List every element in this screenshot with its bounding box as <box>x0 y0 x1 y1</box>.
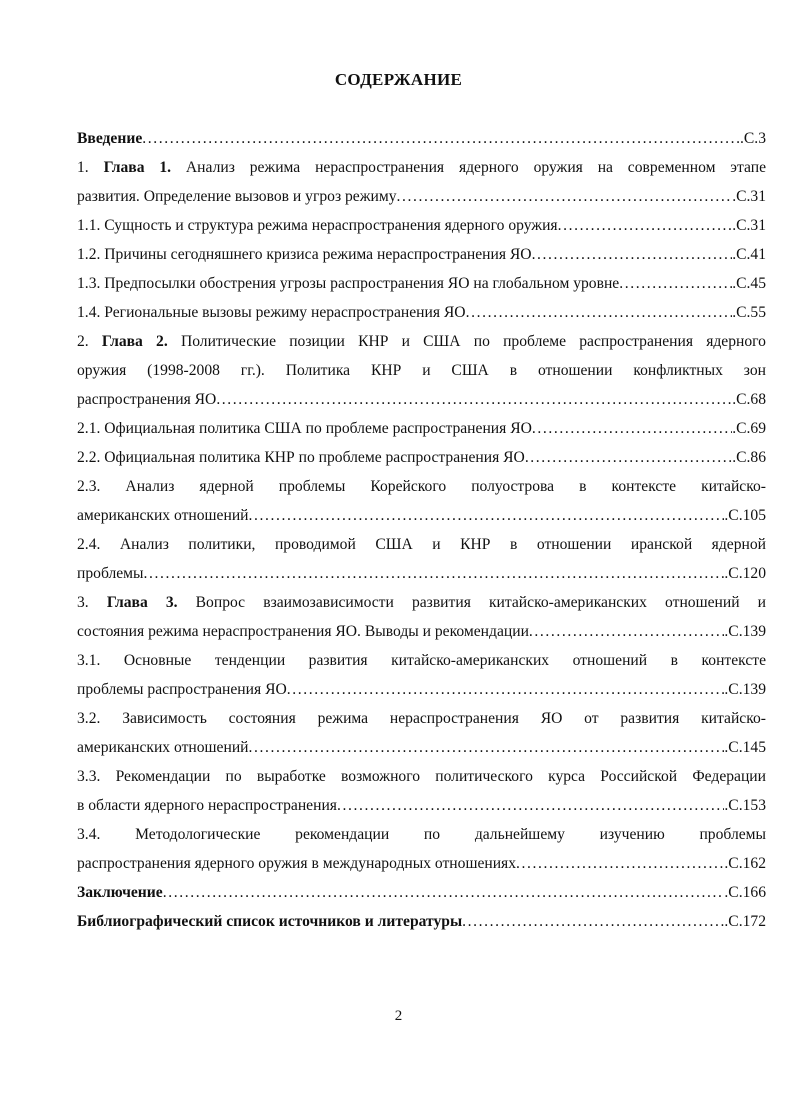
toc-label: в области ядерного нераспространения <box>77 797 337 814</box>
toc-entry-section-1-4 <box>77 298 766 327</box>
toc-entry-section-2-2 <box>77 443 766 472</box>
toc-page: .С.145 <box>724 739 766 756</box>
toc-page: .С.3 <box>740 130 766 147</box>
toc-entry-section-3-3 <box>77 762 766 820</box>
toc-label: 1.2. Причины сегодняшнего кризиса режима нераспространения ЯО <box>77 246 532 263</box>
toc-page: .С.139 <box>724 623 766 640</box>
dot-leader <box>619 269 732 298</box>
toc-page: .С.41 <box>732 246 766 263</box>
toc-page: .С.172 <box>724 913 766 930</box>
toc-entry-bibliography <box>77 907 766 936</box>
toc-label: американских отношений <box>77 507 249 524</box>
toc-label: 2.2. Официальная политика КНР по проблеме распространения ЯО <box>77 449 525 466</box>
dot-leader <box>337 791 724 820</box>
chapter-label: Глава 3. <box>106 594 178 611</box>
dot-leader <box>216 385 732 414</box>
toc-label: 1.4. Региональные вызовы режиму нераспространения ЯО <box>77 304 466 321</box>
chapter-title-line: Политические позиции КНР и США по проблеме распространения ядерного <box>180 333 766 350</box>
toc-page: .С.45 <box>732 275 766 292</box>
toc-entry-section-1-3 <box>77 269 766 298</box>
toc-page: .С.68 <box>732 391 766 408</box>
toc-page: .С.153 <box>724 797 766 814</box>
toc-label: Библиографический список источников и литературы <box>77 913 463 930</box>
toc-page: .С.162 <box>724 855 766 872</box>
toc-page: .С.105 <box>724 507 766 524</box>
chapter-number: 3. <box>77 594 89 611</box>
toc-page: .С.86 <box>732 449 766 466</box>
toc-line <box>77 153 766 182</box>
chapter-title-line: развития. Определение вызовов и угроз режиму <box>77 188 397 205</box>
toc-page: .С.69 <box>732 420 766 437</box>
toc-line: 3.4. Методологические рекомендации по дальнейшему изучению проблемы <box>77 826 766 843</box>
toc-entry-chapter-1 <box>77 153 766 211</box>
toc-entry-section-2-1 <box>77 414 766 443</box>
dot-leader <box>466 298 733 327</box>
toc-label: 2.1. Официальная политика США по проблеме распространения ЯО <box>77 420 532 437</box>
chapter-label: Глава 2. <box>101 333 168 350</box>
chapter-title-line: состояния режима нераспространения ЯО. Выводы и рекомендации <box>77 623 529 640</box>
toc-page: .С.166 <box>724 884 766 901</box>
toc-label: 1.1. Сущность и структура режима нераспространения ядерного оружия <box>77 217 558 234</box>
dot-leader <box>558 211 733 240</box>
toc-entry-section-1-2 <box>77 240 766 269</box>
chapter-title-line: Анализ режима нераспространения ядерного оружия на современном этапе <box>185 159 766 176</box>
toc-entry-section-2-4 <box>77 530 766 588</box>
toc-label: Заключение <box>77 884 163 901</box>
toc-entry-chapter-3 <box>77 588 766 646</box>
table-of-contents <box>77 124 766 936</box>
toc-entry-section-3-1 <box>77 646 766 704</box>
dot-leader <box>525 443 732 472</box>
page-title: СОДЕРЖАНИЕ <box>334 70 463 89</box>
toc-entry-introduction <box>77 124 766 153</box>
chapter-number: 1. <box>77 159 89 176</box>
dot-leader <box>249 733 725 762</box>
dot-leader <box>532 414 732 443</box>
dot-leader <box>287 675 725 704</box>
dot-leader <box>532 240 733 269</box>
toc-line <box>77 588 766 617</box>
toc-page: .С.120 <box>724 565 766 582</box>
toc-line: 2.4. Анализ политики, проводимой США и КНР в отношении иранской ядерной <box>77 536 766 553</box>
toc-entry-section-1-1 <box>77 211 766 240</box>
toc-label: проблемы распространения ЯО <box>77 681 287 698</box>
toc-page: .С.31 <box>732 188 766 205</box>
toc-label: проблемы <box>77 565 144 582</box>
dot-leader <box>142 124 740 153</box>
toc-entry-section-3-2 <box>77 704 766 762</box>
toc-label: американских отношений <box>77 739 249 756</box>
toc-entry-section-3-4 <box>77 820 766 878</box>
dot-leader <box>516 849 724 878</box>
toc-label: распространения ядерного оружия в международных отношениях <box>77 855 517 872</box>
chapter-label: Глава 1. <box>103 159 172 176</box>
toc-label: 1.3. Предпосылки обострения угрозы распространения ЯО на глобальном уровне <box>77 275 620 292</box>
toc-page: .С.55 <box>732 304 766 321</box>
chapter-title-line: оружия (1998-2008 гг.). Политика КНР и США в отношении конфликтных зон <box>77 362 766 379</box>
chapter-title-line: Вопрос взаимозависимости развития китайско-американских отношений и <box>195 594 767 611</box>
chapter-title-line: распространения ЯО <box>77 391 217 408</box>
toc-line <box>77 327 766 356</box>
dot-leader <box>462 907 724 936</box>
dot-leader <box>529 617 724 646</box>
toc-page: .С.139 <box>724 681 766 698</box>
toc-entry-conclusion <box>77 878 766 907</box>
page-number: 2 <box>394 1008 403 1024</box>
toc-line: 2.3. Анализ ядерной проблемы Корейского полуострова в контексте китайско- <box>77 478 766 495</box>
dot-leader <box>163 878 725 907</box>
dot-leader <box>397 182 733 211</box>
toc-entry-section-2-3 <box>77 472 766 530</box>
chapter-number: 2. <box>77 333 89 350</box>
toc-label: Введение <box>77 130 143 147</box>
toc-line: 3.3. Рекомендации по выработке возможного политического курса Российской Федерации <box>77 768 766 785</box>
toc-line: 3.2. Зависимость состояния режима нераспространения ЯО от развития китайско- <box>77 710 766 727</box>
dot-leader <box>144 559 725 588</box>
toc-page: .С.31 <box>732 217 766 234</box>
toc-line: 3.1. Основные тенденции развития китайско-американских отношений в контексте <box>77 652 766 669</box>
dot-leader <box>249 501 725 530</box>
toc-entry-chapter-2 <box>77 327 766 414</box>
